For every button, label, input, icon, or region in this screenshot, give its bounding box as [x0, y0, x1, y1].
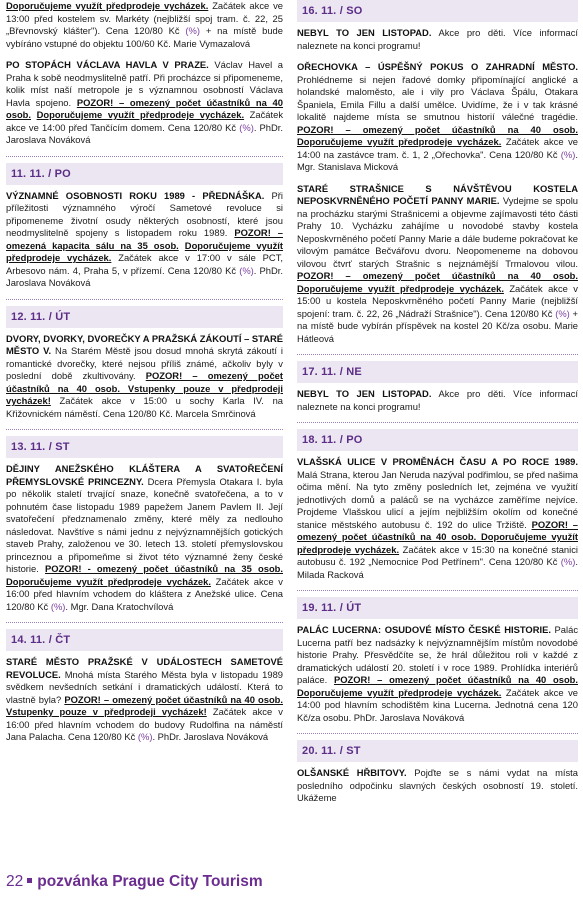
divider — [6, 156, 283, 157]
event-text: Malá Strana, kterou Jan Neruda nazýval podřimlou, se před našima očima mění. Na tyto změny posledních let, zejména ve využití jednotlivých domů a paláců se na vycházce zaměříme nejvíce. Projdeme Vlašskou ulicí a jejím nejbližším okolím od konečné stanice městského autobusu č. 192 do ulice Tržiště. — [297, 468, 578, 530]
event-title: PALÁC LUCERNA: OSUDOVÉ MÍSTO ČESKÉ HISTORIE. — [297, 624, 551, 635]
date-heading: 13. 11. / ST — [6, 436, 283, 458]
event-text: . Milada Racková — [297, 556, 578, 580]
discount-mark: (%) — [239, 264, 254, 276]
event-text: Prohlédneme si nejen řadové domky připomínající anglické a holandské maloměsto, ale i vily pro Václava Špálu, Otakara Španiela, Emila Fillu a další umělce. Uvidíme, že i v tak krásné lokalitě najdeme místa se smutnou historií válečné tragédie. — [297, 73, 578, 122]
event-text: Začátek akce v 15:00 u sochy Karla IV. na Křižovnickém náměstí. Cena 120/80 Kč. Marcela Smrčinová — [6, 395, 283, 419]
event-text: Začátek akce v 17:00 v sále PCT, Arbesovo nám. 4, Praha 5, v přízemí. Cena 120/80 Kč — [6, 252, 283, 276]
note-warning: POZOR! – omezená kapacita sálu na 35 osob. — [6, 227, 283, 251]
event-title: NEBYL TO JEN LISTOPAD. — [297, 27, 432, 38]
event-text: Dcera Přemysla Otakara I. byla po několik staletí trvající snaze, konečně svatořečena, a to v pohnutém čase listopadu 1989 papežem Janem Pavlem II. Její svatořečení předznamenalo změny, které měly za nedlouho následovat. Navštíve s námi jednu z nejvýznamnějších gotických staveb Prahy, založenou ve 30. letech 13. století přemyslovskou princeznou a připomeňme si život této významné ženy české historie. — [6, 475, 284, 574]
event-entry — [297, 624, 578, 724]
event-text: Václav Havel a Praha k sobě neodmyslitelně patří. Při procházce si připomeneme, kolik míst naší metropole je s významnou osobností Václava Havla spojeno. — [6, 59, 283, 108]
discount-mark: (%) — [239, 121, 254, 133]
event-entry — [297, 61, 578, 174]
discount-mark: (%) — [560, 556, 576, 567]
event-text: Palác Lucerna patří bez nadsázky k nejvýznamnějším místům novodobé historie Prahy. Přesvědčíte se, že hrál důležitou roli v každé z dramatických událostí 20. století i v roce 1989. Prohlídka interiérů paláce. — [297, 624, 579, 685]
note-warning: POZOR! – omezený počet účastníků na 40 osob. — [6, 96, 283, 120]
event-entry — [6, 0, 283, 50]
note-warning: POZOR! – omezený počet účastníků na 40 osob. Doporučujeme využít předprodeje vycházek. — [297, 270, 578, 294]
date-heading: 14. 11. / ČT — [6, 629, 283, 651]
page-number: 22 — [6, 873, 24, 890]
right-column — [297, 0, 578, 814]
event-entry — [6, 333, 283, 421]
event-title: OŘECHOVKA – ÚSPĚŠNÝ POKUS O ZAHRADNÍ MĚSTO. — [297, 61, 578, 72]
divider — [297, 590, 578, 591]
event-text: . PhDr. Jaroslava Nováková — [6, 264, 283, 288]
event-entry — [297, 767, 578, 805]
note-warning: POZOR! – omezený počet účastníků na 40 osob. Doporučujeme využít předprodeje vycházek. — [297, 674, 578, 698]
event-entry — [6, 59, 283, 147]
event-text: . Mgr. Dana Kratochvílová — [65, 600, 174, 612]
note-warning: POZOR! – omezený počet účastníků na 40 osob. Vstupenky pouze v předprodeji vycházek! — [6, 370, 283, 406]
event-text: Akce pro děti. Více informací naleznete na konci programu! — [297, 27, 579, 51]
discount-mark: (%) — [50, 600, 66, 612]
divider — [6, 622, 283, 623]
left-column — [6, 0, 283, 753]
divider — [297, 354, 578, 355]
note-warning: POZOR! – omezený počet účastníků na 40 osob. Doporučujeme využít předprodeje vycházek. — [297, 123, 578, 147]
event-title: VLAŠSKÁ ULICE V PROMĚNÁCH ČASU A PO ROCE 1989. — [297, 456, 578, 467]
event-text: Pojďte se s námi vydat na místa posledního odpočinku slavných českých osobností 19. století. Ukážeme — [297, 767, 579, 803]
event-entry — [6, 656, 283, 744]
divider — [297, 733, 578, 734]
event-text: Začátek akce ve 14:00 před Tančícím domem. Cena 120/80 Kč — [6, 109, 284, 133]
event-title: DVORY, DVORKY, DVOREČKY A PRAŽSKÁ ZÁKOUTÍ – STARÉ MĚSTO V. — [6, 332, 283, 356]
date-heading: 17. 11. / NE — [297, 361, 578, 383]
note-warning: Doporučujeme využít předprodeje vycházek. — [6, 239, 284, 263]
event-text: . Mgr. Stanislava Micková — [297, 148, 578, 172]
date-heading: 18. 11. / PO — [297, 429, 578, 451]
note-warning: POZOR! - omezený počet účastníků na 35 osob. Doporučujeme využít předprodeje vycházek. — [6, 563, 283, 587]
event-title: STARÉ STRAŠNICE S NÁVŠTĚVOU KOSTELA NEPOSKVRNĚNÉHO POČETÍ PANNY MARIE. — [297, 182, 578, 206]
event-entry — [297, 183, 578, 346]
event-text: Začátek akce v 15:30 na konečné stanici autobusu č. 192 „Nemocnice Pod Petřínem". Cena 120/80 Kč — [297, 543, 578, 567]
square-bullet-icon — [27, 878, 32, 883]
event-entry — [6, 190, 283, 290]
event-text: Začátek akce ve 14:00 na zastávce tram. č. 1, 2 „Ořechovka". Cena 120/80 Kč — [297, 136, 578, 160]
event-title: OLŠANSKÉ HŘBITOVY. — [297, 767, 407, 778]
page-footer — [6, 873, 566, 891]
event-text: Začátek akce ve 14:00 pod hlavním schodištěm kina Lucerna. Jednotná cena 120 Kč/za osobu. PhDr. Jaroslava Nováková — [297, 686, 578, 723]
event-text: + na místě bude vybírán příspěvek na kostel 20 Kč/za osobu. Marie Hátleová — [297, 307, 578, 344]
date-heading: 20. 11. / ST — [297, 740, 578, 762]
event-text: Akce pro děti. Více informací naleznete na konci programu! — [297, 388, 579, 412]
divider — [6, 299, 283, 300]
event-text: Mnohá místa Starého Města byla v listopadu 1989 svědkem nevšedních setkání i dramatických událostí. Která to vlastně byla? — [6, 668, 283, 705]
event-title: VÝZNAMNÉ OSOBNOSTI ROKU 1989 - PŘEDNÁŠKA. — [6, 189, 265, 201]
event-entry — [6, 463, 283, 613]
event-text: Začátek akce ve 13:00 před kostelem sv. Markéty (nejbližší spoj tram. č. 22, 25 „Břevnovský klášter"). Cena 120/80 Kč — [6, 0, 283, 36]
event-text: Při příležitosti významného výročí Sametové revoluce si připomeneme životní osudy některých osobností, které jsou neodmyslitelně spojeny s listopadem roku 1989. — [6, 189, 284, 238]
note-warning: POZOR! – omezený počet účastníků na 40 osob. Doporučujeme využít předprodeje vycházek. — [297, 518, 578, 555]
date-heading: 19. 11. / ÚT — [297, 597, 578, 619]
divider — [297, 422, 578, 423]
event-text: Začátek akce v 16:00 před hlavním vchodem do kláštera z Anežské ulice. Cena 120/80 Kč — [6, 575, 283, 612]
note-warning: Doporučujeme využít předprodeje vycházek. — [36, 109, 245, 120]
note-warning: Doporučujeme využít předprodeje vycházek. — [6, 0, 209, 11]
event-title: PO STOPÁCH VÁCLAVA HAVLA V PRAZE. — [6, 59, 209, 70]
discount-mark: (%) — [185, 25, 200, 36]
event-entry — [297, 27, 578, 52]
event-text: + na místě bude vybíráno vstupné do objektu 100/60 Kč. Marie Vymazalová — [6, 25, 283, 49]
note-warning: POZOR! – omezený počet účastníků na 40 osob. Vstupenky pouze v předprodeji vycházek! — [6, 693, 284, 717]
event-text: Vydejme se spolu na procházku starými Strašnicemi a objevme zajímavosti této části Prahy 10. Vycházku zahájíme u novodobé stavby kostela Neposkvrněného početí Panny Marie a dále budeme pokračovat ke vilovým památce Bečvářovu dvoru. Neopomeneme na dobovou vilovou čtvrť starých Strašnic s nejznámější Trmalovou vilou. — [297, 195, 578, 269]
discount-mark: (%) — [560, 148, 576, 160]
discount-mark: (%) — [555, 307, 570, 319]
divider — [6, 429, 283, 430]
date-heading: 12. 11. / ÚT — [6, 306, 283, 328]
event-entry — [297, 456, 578, 581]
event-entry — [297, 388, 578, 413]
footer-title: pozvánka Prague City Tourism — [37, 873, 263, 890]
event-title: NEBYL TO JEN LISTOPAD. — [297, 388, 432, 399]
date-heading: 11. 11. / PO — [6, 163, 283, 185]
event-text: Začátek akce v 15:00 u kostela Neposkvrněného početí Panny Marie (nejbližší spojení: tram. č. 22, 26 „Nádraží Strašnice"). Cena 120/80 Kč — [297, 282, 578, 319]
event-title: DĚJINY ANEŽSKÉHO KLÁŠTERA A SVATOŘEČENÍ PŘEMYSLOVSKÉ PRINCEZNY. — [6, 463, 283, 487]
event-text: . PhDr. Jaroslava Nováková — [6, 121, 283, 145]
event-title: STARÉ MĚSTO PRAŽSKÉ V UDÁLOSTECH SAMETOVÉ REVOLUCE. — [6, 656, 283, 680]
event-text: . PhDr. Jaroslava Nováková — [152, 731, 269, 742]
date-heading: 16. 11. / SO — [297, 0, 578, 22]
event-text: Začátek akce v 16:00 před hlavním vchodem do budovy Rudolfina na náměstí Jana Palacha. Cena 120/80 Kč — [6, 706, 283, 742]
discount-mark: (%) — [137, 731, 153, 742]
event-text: Na Starém Městě jsou dosud mnohá skrytá zákoutí i romantické dvorečky, které nejsou příliš známé, ačkoliv byly v poslední době zkultivovány. — [6, 345, 283, 381]
